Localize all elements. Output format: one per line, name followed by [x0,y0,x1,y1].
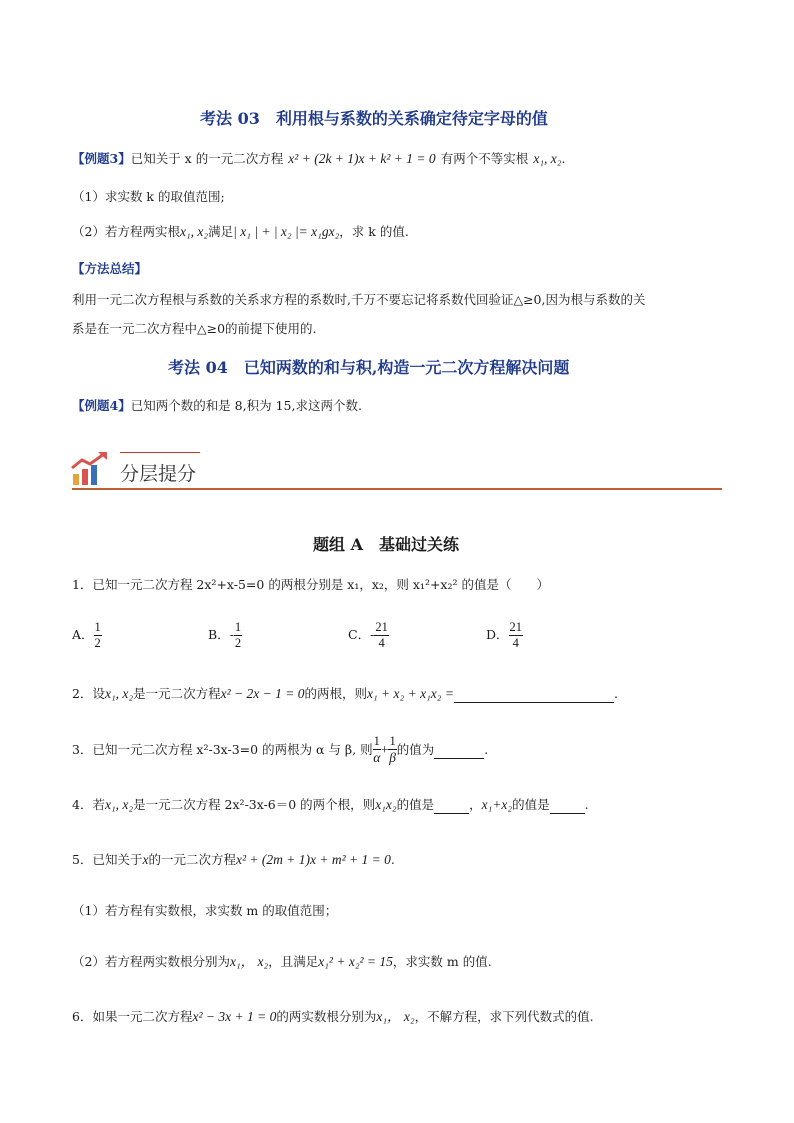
q2-answer-blank[interactable] [454,683,614,703]
part2-equation: | x₁ | + | x₂ |= x₁gx₂ [233,224,340,239]
question-2: 2．设x₁, x₂是一元二次方程x² − 2x − 1 = 0的两根，则x₁ + x₂ + x₁x₂ = . [72,683,618,703]
part2-text-c: ，求 k 的值. [339,224,409,239]
example3-line: 【例题3】已知关于 x 的一元二次方程 x² + (2k + 1)x + k² + 1 = 0 有两个不等实根 x₁, x₂. [72,151,566,166]
example3-equation: x² + (2k + 1)x + k² + 1 = 0 [288,151,436,166]
section-top-rule [120,452,200,453]
question-5-part1: （1）若方程有实数根，求实数 m 的取值范围； [72,903,338,918]
method04-heading: 考法 04 已知两数的和与积,构造一元二次方程解决问题 [168,358,570,377]
example3-tag: 【例题3】 [72,151,131,166]
question-5-part2: （2）若方程两实数根分别为x₁， x₂，且满足x₁² + x₂² = 15，求实数 m 的值. [72,954,492,969]
example3-text-b: 有两个不等实根 [440,151,529,166]
q4-sum-blank[interactable] [550,794,585,814]
q1-option-d: D． $\frac{21}{4}$ [486,620,523,650]
part2-roots: x₁, x₂ [179,224,209,239]
method03-heading: 考法 03 利用根与系数的关系确定待定字母的值 [200,109,548,128]
example3-part1: （1）求实数 k 的取值范围; [72,189,225,204]
question-3: 3．已知一元二次方程 x²-3x-3=0 的两根为 α 与 β, 则 $\frac{1}{\alpha}$ + $\frac{1}{\beta}$ 的值为 . [72,734,489,765]
example3-text-a: 已知关于 x 的一元二次方程 [130,151,284,166]
q5-equation: x² + (2m + 1)x + m² + 1 = 0 [235,852,391,867]
question-1-stem: 1．已知一元二次方程 2x²+x-5=0 的两根分别是 x₁，x₂，则 x₁²+x₂² 的值是（ ） [72,577,549,592]
example3-roots: x₁, x₂ [533,151,562,166]
question-6: 6．如果一元二次方程x² − 3x + 1 = 0的两实数根分别为x₁， x₂，不解方程，求下列代数式的值. [72,1009,594,1024]
question-4: 4．若x₁, x₂是一元二次方程 2x²-3x-6＝0 的两个根，则x₁x₂的值是 ，x₁+x₂的值是 . [72,794,589,814]
chart-growth-icon [70,452,110,486]
q3-answer-blank[interactable] [434,739,484,759]
group-a-heading: 题组 A 基础过关练 [313,535,459,554]
q5-part2-equation: x₁² + x₂² = 15 [318,954,393,969]
section-divider [72,488,722,490]
q4-roots: x₁, x₂ [104,797,134,812]
example3-part2 [72,221,409,240]
example4-line [72,395,362,414]
example4-text: 已知两个数的和是 8,积为 15,求这两个数. [130,398,362,413]
summary-line-1: 利用一元二次方程根与系数的关系求方程的系数时,千万不要忘记将系数代回验证△≥0,因为根与系数的关 [72,292,646,307]
q6-equation: x² − 3x + 1 = 0 [192,1009,277,1024]
q4-product-blank[interactable] [434,794,469,814]
q2-equation: x² − 2x − 1 = 0 [220,686,305,701]
example4-tag: 【例题4】 [72,398,131,413]
summary-tag: 【方法总结】 [72,261,148,276]
q1-option-a: A． $\frac{1}{2}$ [72,620,101,650]
section-title: 分层提分 [120,463,197,485]
q2-expression: x₁ + x₂ + x₁x₂ = [366,686,454,701]
question-5: 5．已知关于x的一元二次方程x² + (2m + 1)x + m² + 1 = 0. [72,852,395,867]
summary-line-2: 系是在一元二次方程中△≥0的前提下使用的. [72,321,317,336]
part2-text-b: 满足 [208,224,234,239]
part2-text-a: （2）若方程两实根 [72,224,180,239]
q2-roots: x₁, x₂ [104,686,134,701]
q1-option-c: C．- $\frac{21}{4}$ [348,620,388,650]
q1-option-b: B．- $\frac{1}{2}$ [208,620,242,650]
